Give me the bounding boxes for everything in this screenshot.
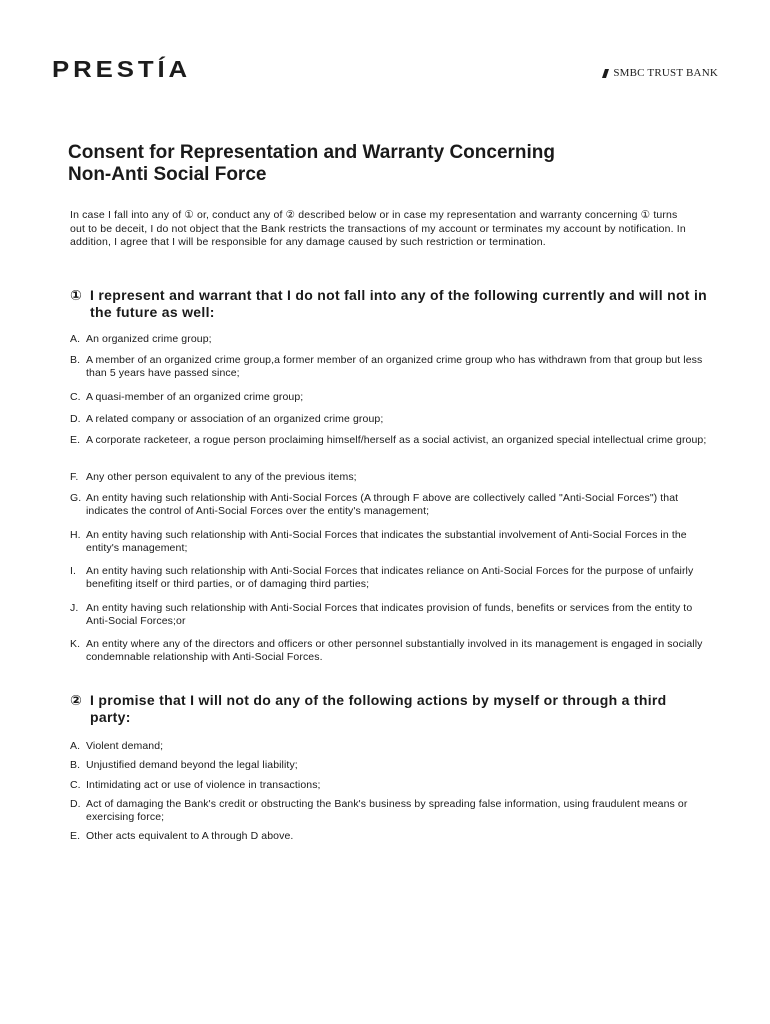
smbc-trust-bank-logo bbox=[601, 67, 718, 79]
item-letter: E. bbox=[70, 434, 81, 446]
item-letter: H. bbox=[70, 529, 81, 541]
item-letter: D. bbox=[70, 798, 81, 810]
list-item bbox=[70, 492, 710, 518]
list-item bbox=[70, 529, 710, 555]
prestia-logo: PRESTÍA bbox=[52, 56, 192, 82]
item-letter: K. bbox=[70, 638, 81, 650]
list-item bbox=[70, 391, 710, 404]
list-item bbox=[70, 602, 710, 628]
item-text: Intimidating act or use of violence in transactions; bbox=[86, 779, 321, 791]
item-letter: I. bbox=[70, 565, 77, 577]
item-letter: G. bbox=[70, 492, 82, 504]
document-title bbox=[68, 142, 708, 186]
item-text: Unjustified demand beyond the legal liability; bbox=[86, 759, 298, 771]
smbc-trust-bank-label: SMBC TRUST BANK bbox=[613, 67, 718, 79]
intro-paragraph: In case I fall into any of ① or, conduct any of ② described below or in case my representation and warranty concerning ① turns out to be deceit, I do not object that the Bank restricts the transactions of my account or terminates my account by notification. In addition, I agree that I will be responsible for any damage caused by such restriction or termination. bbox=[70, 209, 686, 248]
section-1-heading bbox=[70, 287, 710, 321]
item-letter: F. bbox=[70, 471, 79, 483]
list-item bbox=[70, 434, 710, 447]
list-item bbox=[70, 565, 710, 591]
item-text: A corporate racketeer, a rogue person proclaiming himself/herself as a social activist, an organized special intellectual crime group; bbox=[86, 434, 707, 446]
item-text: A related company or association of an organized crime group; bbox=[86, 413, 384, 425]
item-text: An entity where any of the directors and officers or other personnel substantially involved in its management is engaged in socially condemnable relationship with Anti-Social Forces. bbox=[86, 638, 703, 663]
list-item bbox=[70, 413, 710, 426]
list-item bbox=[70, 759, 710, 772]
item-letter: E. bbox=[70, 830, 81, 842]
title-line-2: Non-Anti Social Force bbox=[68, 164, 267, 185]
list-item bbox=[70, 638, 710, 664]
item-text: An entity having such relationship with Anti-Social Forces that indicates provision of funds, benefits or services from the entity to Anti-Social Forces;or bbox=[86, 602, 693, 627]
list-item bbox=[70, 740, 710, 753]
section-1-number: ① bbox=[70, 287, 83, 303]
item-text: Any other person equivalent to any of the previous items; bbox=[86, 471, 357, 483]
item-text: An entity having such relationship with Anti-Social Forces that indicates the substantial involvement of Anti-Social Forces in the entity's management; bbox=[86, 529, 687, 554]
item-text: Other acts equivalent to A through D above. bbox=[86, 830, 294, 842]
item-letter: D. bbox=[70, 413, 81, 425]
item-text: An entity having such relationship with Anti-Social Forces (A through F above are collectively called "Anti-Social Forces") that indicates the control of Anti-Social Forces over the entity's management; bbox=[86, 492, 679, 517]
list-item bbox=[70, 798, 710, 824]
item-letter: B. bbox=[70, 759, 81, 771]
item-text: Violent demand; bbox=[86, 740, 164, 752]
item-letter: A. bbox=[70, 740, 81, 752]
list-item bbox=[70, 779, 710, 792]
section-2-number: ② bbox=[70, 692, 83, 708]
item-letter: J. bbox=[70, 602, 79, 614]
section-2-heading bbox=[70, 692, 710, 726]
item-letter: B. bbox=[70, 354, 81, 366]
item-letter: A. bbox=[70, 333, 81, 345]
item-letter: C. bbox=[70, 391, 81, 403]
item-text: An entity having such relationship with Anti-Social Forces that indicates reliance on Anti-Social Forces for the purpose of unfairly benefiting itself or third parties, or of damaging third parties; bbox=[86, 565, 694, 590]
section-2-heading-text: I promise that I will not do any of the following actions by myself or through a third party: bbox=[90, 692, 667, 725]
list-item bbox=[70, 830, 710, 843]
section-1-heading-text: I represent and warrant that I do not fall into any of the following currently and will not in the future as well: bbox=[90, 287, 708, 320]
list-item bbox=[70, 333, 710, 346]
list-item bbox=[70, 471, 710, 484]
smbc-leaf-icon bbox=[601, 68, 610, 79]
item-text: Act of damaging the Bank's credit or obstructing the Bank's business by spreading false information, using fraudulent means or exercising force; bbox=[86, 798, 688, 823]
list-item bbox=[70, 354, 710, 380]
item-text: An organized crime group; bbox=[86, 333, 212, 345]
item-text: A quasi-member of an organized crime group; bbox=[86, 391, 304, 403]
item-text: A member of an organized crime group,a former member of an organized crime group who has withdrawn from that group but less than 5 years have passed since; bbox=[86, 354, 703, 379]
item-letter: C. bbox=[70, 779, 81, 791]
title-line-1: Consent for Representation and Warranty Concerning bbox=[68, 142, 556, 163]
